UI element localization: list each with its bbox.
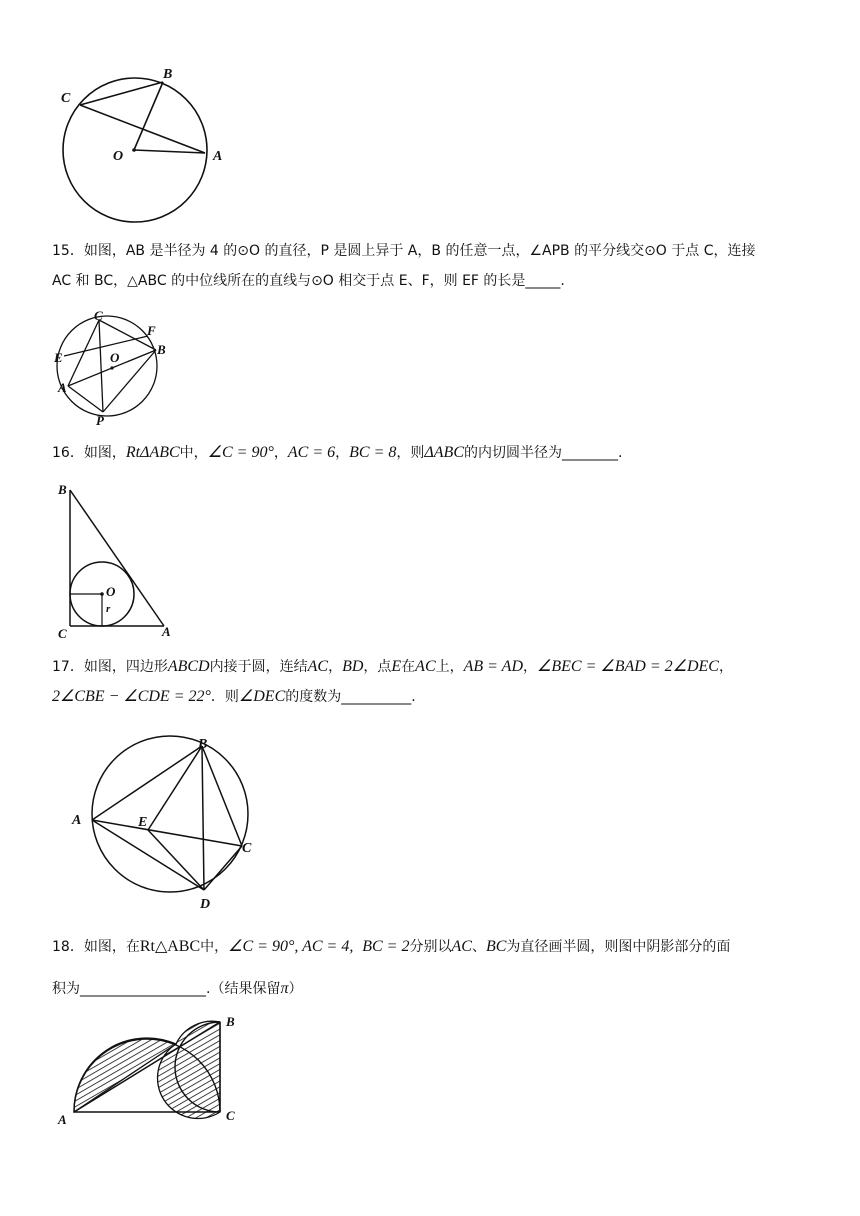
question-18-line-1 (52, 926, 812, 968)
math-bc: BC = 2 (362, 938, 410, 955)
period: . (560, 273, 565, 289)
question-17-line-2 (52, 682, 812, 712)
label-b: B (157, 342, 166, 357)
period: . (617, 445, 623, 461)
segment-cp (99, 320, 103, 412)
label-p: P (96, 413, 104, 428)
separator: ， (718, 659, 733, 675)
segment-bd (202, 746, 204, 890)
question-number: 17． (52, 659, 84, 675)
label-o: O (113, 149, 124, 164)
question-text: 如图，四边形 (83, 659, 168, 675)
question-text: ，点 (363, 659, 392, 675)
question-text: ，则 (396, 445, 425, 461)
separator: ， (335, 445, 350, 461)
question-text: ） (288, 981, 303, 997)
math-ab-ad: AB = AD (463, 658, 524, 675)
label-a: A (58, 380, 67, 395)
segment-cd (204, 846, 242, 890)
math-bc: BC = 8 (349, 444, 397, 461)
question-16 (52, 438, 812, 468)
math-angle-relation: 2∠CBE − ∠CDE = 22° (52, 688, 211, 705)
question-text: .（结果保留 (206, 981, 281, 997)
question-text: 中， (200, 939, 229, 955)
math-ac: AC = 6 (287, 444, 336, 461)
question-text: 如图，在 (83, 939, 140, 955)
figure-cyclic-quadrilateral (66, 728, 266, 913)
segment-be (148, 746, 202, 830)
question-text: 如图，AB 是半径为 4 的⊙O 的直径，P 是圆上异于 A，B 的任意一点，∠APB 的平分线交⊙O 于点 C，连接 (83, 243, 756, 259)
label-c: C (226, 1108, 235, 1123)
label-e: E (138, 815, 148, 830)
math-quad: ABCD (167, 658, 210, 675)
math-angle-eq: ∠BEC = ∠BAD = 2∠DEC (537, 658, 719, 675)
question-number: 15． (52, 243, 84, 259)
segment-bc (202, 746, 242, 846)
question-text: 、 (471, 939, 486, 955)
separator: ， (273, 445, 288, 461)
question-text: 在 (401, 659, 416, 675)
separator: ， (523, 659, 538, 675)
label-o: O (110, 350, 120, 365)
question-text: 的度数为 (285, 689, 342, 705)
answer-blank[interactable]: _____ (525, 273, 561, 289)
answer-blank[interactable]: __________ (341, 689, 412, 705)
label-c: C (61, 91, 71, 106)
segment-ob (134, 82, 163, 150)
label-d: D (200, 897, 211, 912)
segment-ac (92, 820, 242, 846)
segment-ab (92, 746, 202, 820)
label-b: B (163, 67, 173, 82)
center-dot (110, 366, 113, 369)
label-a: A (72, 813, 82, 828)
question-18 (52, 926, 812, 1010)
separator: ， (328, 659, 343, 675)
label-b: B (226, 1014, 235, 1029)
segment-cb (80, 82, 163, 105)
math-angle-c: ∠C = 90° (207, 444, 274, 461)
label-e: E (54, 350, 63, 365)
question-number: 16． (52, 445, 84, 461)
math-angle-dec: ∠DEC (238, 688, 286, 705)
question-text: ．则 (210, 689, 239, 705)
label-a: A (162, 624, 171, 639)
math-bc-2: BC (485, 938, 507, 955)
center-dot (100, 592, 104, 596)
label-b: B (58, 482, 67, 497)
math-triangle: RtΔABC (125, 444, 180, 461)
question-text: 内接于圆，连结 (209, 659, 308, 675)
side-ab (70, 490, 164, 626)
math-ac-2: AC (415, 658, 436, 675)
math-pi: π (280, 980, 289, 997)
question-17 (52, 652, 812, 712)
label-b: B (198, 737, 208, 752)
math-ac: AC (307, 658, 329, 675)
math-bd: BD (342, 658, 364, 675)
math-conditions: ∠C = 90°, AC = 4, (228, 938, 354, 955)
question-text: 如图， (83, 445, 126, 461)
label-c: C (58, 626, 67, 641)
question-text: 分别以 (409, 939, 452, 955)
question-15-line-2 (52, 266, 812, 296)
question-text: 积为 (52, 981, 80, 997)
segment-oa (134, 150, 205, 153)
segment-ap (68, 386, 103, 412)
label-a: A (58, 1112, 67, 1127)
label-f: F (147, 323, 156, 338)
question-15 (52, 236, 812, 296)
question-text: 中， (179, 445, 208, 461)
figure-semicircles-shaded (52, 1010, 252, 1130)
question-number: 18． (52, 939, 84, 955)
question-text: 的内切圆半径为 (463, 445, 562, 461)
question-15-line-1 (52, 236, 812, 266)
figure-circle-abc (55, 60, 225, 230)
figure-circle-cefbap (52, 308, 182, 428)
question-17-line-1 (52, 652, 812, 682)
math-rt-triangle: Rt△ABC (139, 938, 201, 955)
answer-blank[interactable]: __________________ (80, 981, 206, 997)
shaded-region-bc (158, 1021, 220, 1118)
question-text: 上， (435, 659, 464, 675)
figure-incircle-triangle (52, 478, 187, 643)
question-text: 为直径画半圆，则图中阴影部分的面 (506, 939, 731, 955)
question-text: AC 和 BC，△ABC 的中位线所在的直线与⊙O 相交于点 E、F，则 EF 的长是 (52, 273, 526, 289)
answer-blank[interactable]: ________ (561, 445, 618, 461)
label-c: C (242, 841, 252, 856)
math-ac: AC (451, 938, 472, 955)
label-o: O (106, 584, 116, 599)
label-c: C (94, 308, 103, 323)
label-a: A (213, 149, 223, 164)
math-e: E (391, 658, 402, 675)
period: . (411, 689, 416, 705)
center-dot (132, 148, 136, 152)
label-r: r (106, 603, 111, 615)
question-18-line-2 (52, 968, 812, 1010)
math-triangle-2: ΔABC (424, 444, 464, 461)
